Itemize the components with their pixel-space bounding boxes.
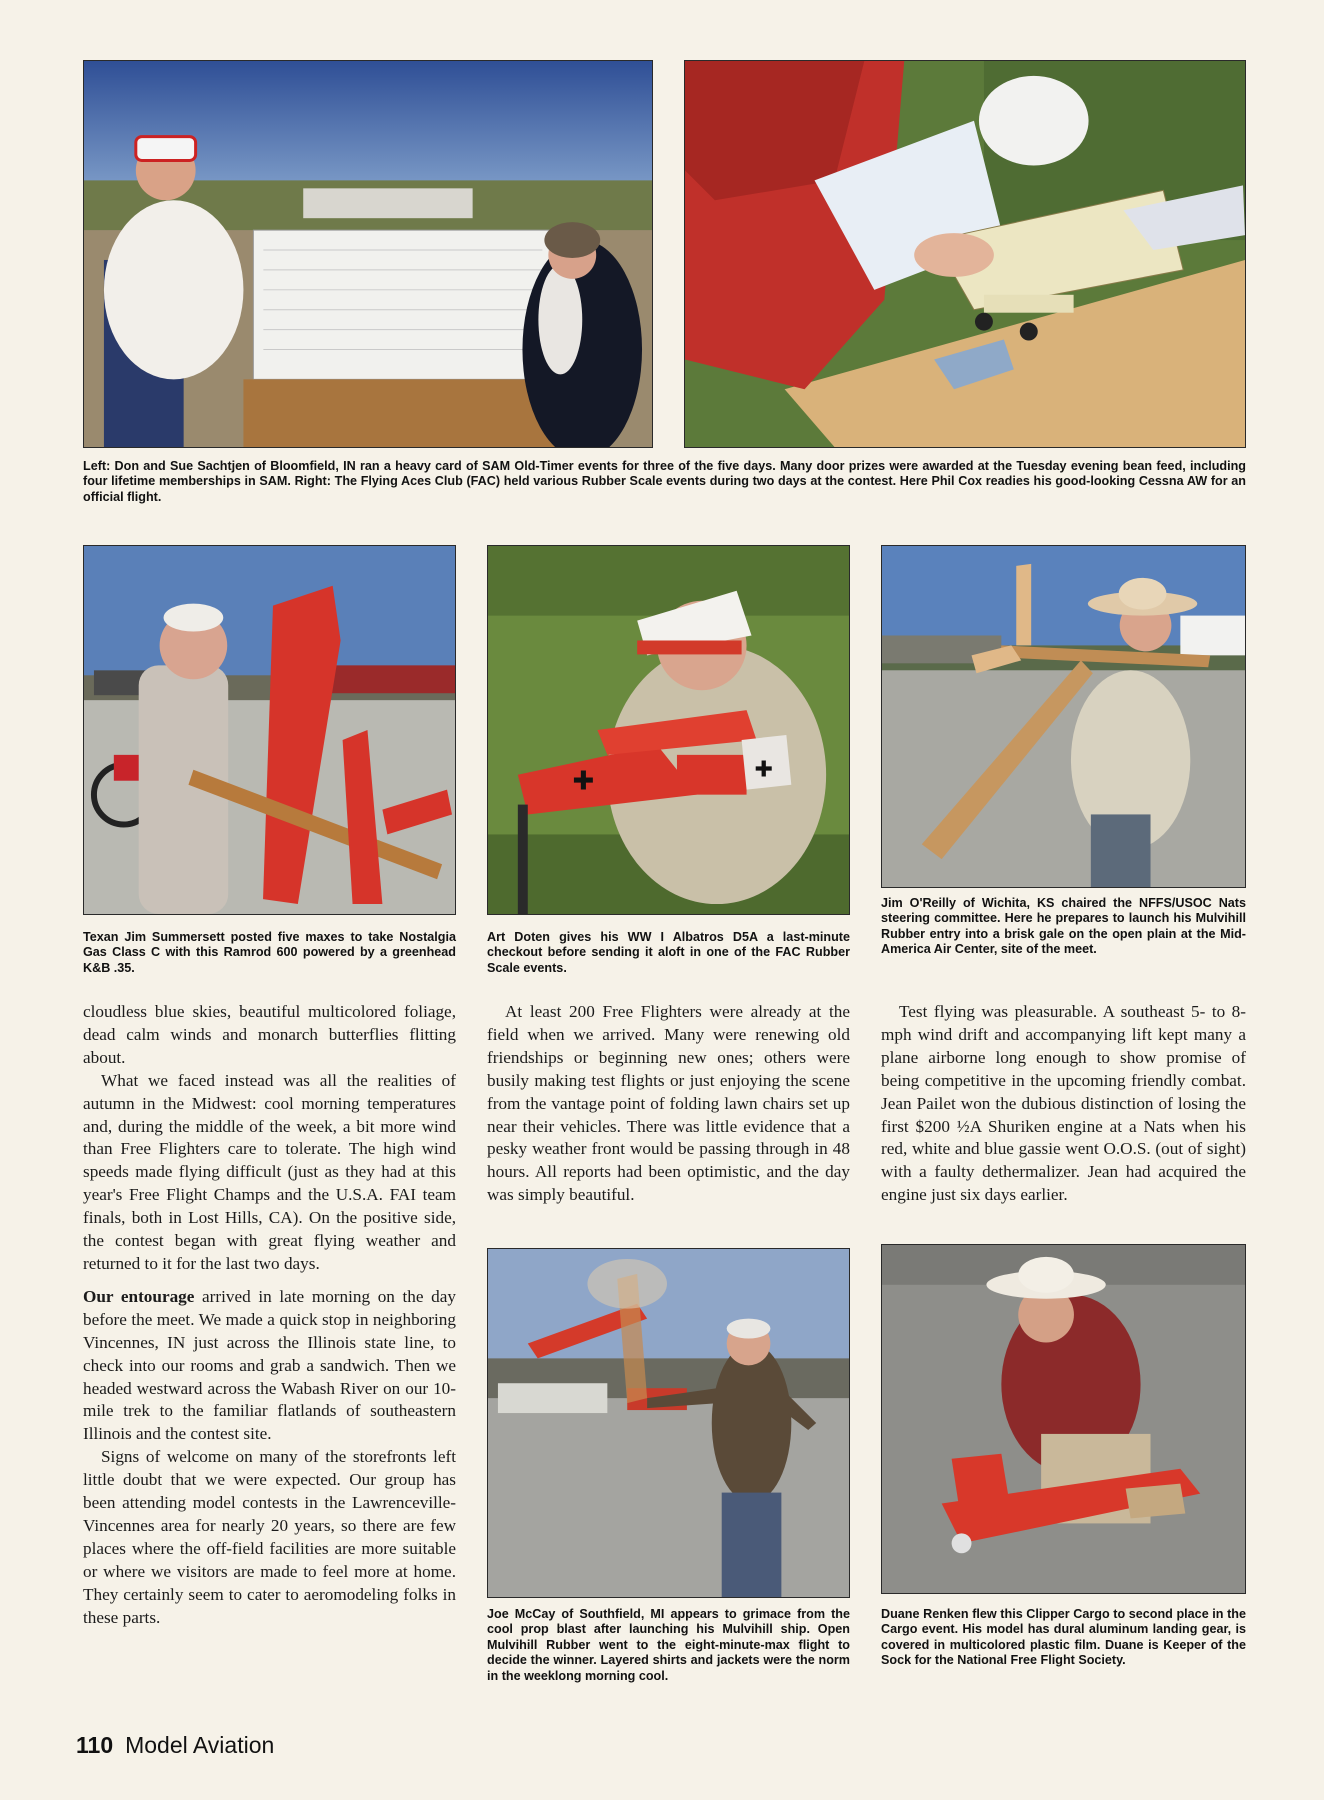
caption-top: Left: Don and Sue Sachtjen of Bloomfield, IN ran a heavy card of SAM Old-Timer events for three of the five days. Many door prizes were awarded at the Tuesday evening bean feed, including four lifetime memberships in SAM. Right: The Flying Aces Club (FAC) held various Rubber Scale events during two days at the contest. Here Phil Cox readies his good-looking Cessna AW for an official flight. [83, 459, 1246, 504]
caption-doten: Art Doten gives his WW I Albatros D5A a last-minute checkout before sending it aloft in one of the FAC Rubber Scale events. [487, 930, 850, 975]
article-column-2 [487, 1001, 850, 1207]
paragraph-text: arrived in late morning on the day before the meet. We made a quick stop in neighboring Vincennes, IN just across the Illinois state line, to check into our rooms and grab a sandwich. Then we headed westward across the Wabash River on our 10-mile trek to the familiar flatlands of southeastern Illinois and the contest site. [83, 1286, 456, 1444]
paragraph [83, 1286, 456, 1446]
caption-renken: Duane Renken flew this Clipper Cargo to second place in the Cargo event. His model has dural aluminum landing gear, is covered in multicolored plastic film. Duane is Keeper of the Sock for the National Free Flight Society. [881, 1607, 1246, 1668]
run-in-heading: Our entourage [83, 1286, 195, 1306]
photo-summersett-ramrod [83, 545, 456, 915]
article-column-1 [83, 1001, 456, 1629]
svg-text:✚: ✚ [572, 767, 595, 796]
paragraph: Signs of welcome on many of the storefronts left little doubt that we were expected. Our group has been attending model contests in the Lawrenceville-Vincennes area for nearly 20 years, so there are few places where the off-field facilities are more suitable or where we visitors are made to feel more at home. They certainly seem to cater to aeromodeling folks in these parts. [83, 1447, 456, 1627]
magazine-name: Model Aviation [125, 1732, 275, 1758]
svg-text:✚: ✚ [754, 756, 773, 782]
paragraph: Test flying was pleasurable. A southeast 5- to 8-mph wind drift and accompanying lift kept many a plane airborne long enough to show promise of being competitive in the upcoming friendly combat. Jean Pailet won the dubious distinction of losing the first $200 ½A Shuriken engine at a Nats when his red, white and blue gassie went O.O.S. (out of sight) with a faulty dethermalizer. Jean had acquired the engine just six days earlier. [881, 1002, 1246, 1205]
caption-summersett: Texan Jim Summersett posted five maxes to take Nostalgia Gas Class C with this Ramrod 600 powered by a greenhead K&B .35. [83, 930, 456, 975]
paragraph: At least 200 Free Flighters were already at the field when we arrived. Many were renewing old friendships or beginning new ones; others were busily making test flights or just enjoying the scene from the vantage point of folding lawn chairs set up near their vehicles. There was little evidence that a pesky weather front would be passing through in 48 hours. All reports had been optimistic, and the day was simply beautiful. [487, 1002, 850, 1205]
photo-renken-clipper [881, 1244, 1246, 1594]
article-column-3 [881, 1001, 1246, 1207]
photo-oreilly-launch [881, 545, 1246, 888]
caption-mccay: Joe McCay of Southfield, MI appears to grimace from the cool prop blast after launching his Mulvihill ship. Open Mulvihill Rubber went to the eight-minute-max flight to decide the winner. Layered shirts and jackets were the norm in the weeklong morning cool. [487, 1607, 850, 1683]
photo-mccay-launch [487, 1248, 850, 1598]
photo-phil-cox-cessna [684, 60, 1246, 448]
page-folio [76, 1732, 274, 1759]
paragraph: cloudless blue skies, beautiful multicolored foliage, dead calm winds and monarch butterflies flitting about. [83, 1002, 456, 1067]
paragraph: What we faced instead was all the realities of autumn in the Midwest: cool morning temperatures and, during the middle of the week, a bit more wind than Free Flighters care to tolerate. The high wind speeds made flying difficult (just as they had at this year's Free Flight Champs and the U.S.A. FAI team finals, both in Lost Hills, CA). On the positive side, the contest began with great flying weather and returned to it for the last two days. [83, 1070, 456, 1273]
page-number: 110 [76, 1732, 114, 1758]
photo-doten-albatros [487, 545, 850, 915]
caption-oreilly: Jim O'Reilly of Wichita, KS chaired the NFFS/USOC Nats steering committee. Here he prepares to launch his Mulvihill Rubber entry into a brisk gale on the open plain at the Mid-America Air Center, site of the meet. [881, 896, 1246, 957]
photo-sachtjens [83, 60, 653, 448]
